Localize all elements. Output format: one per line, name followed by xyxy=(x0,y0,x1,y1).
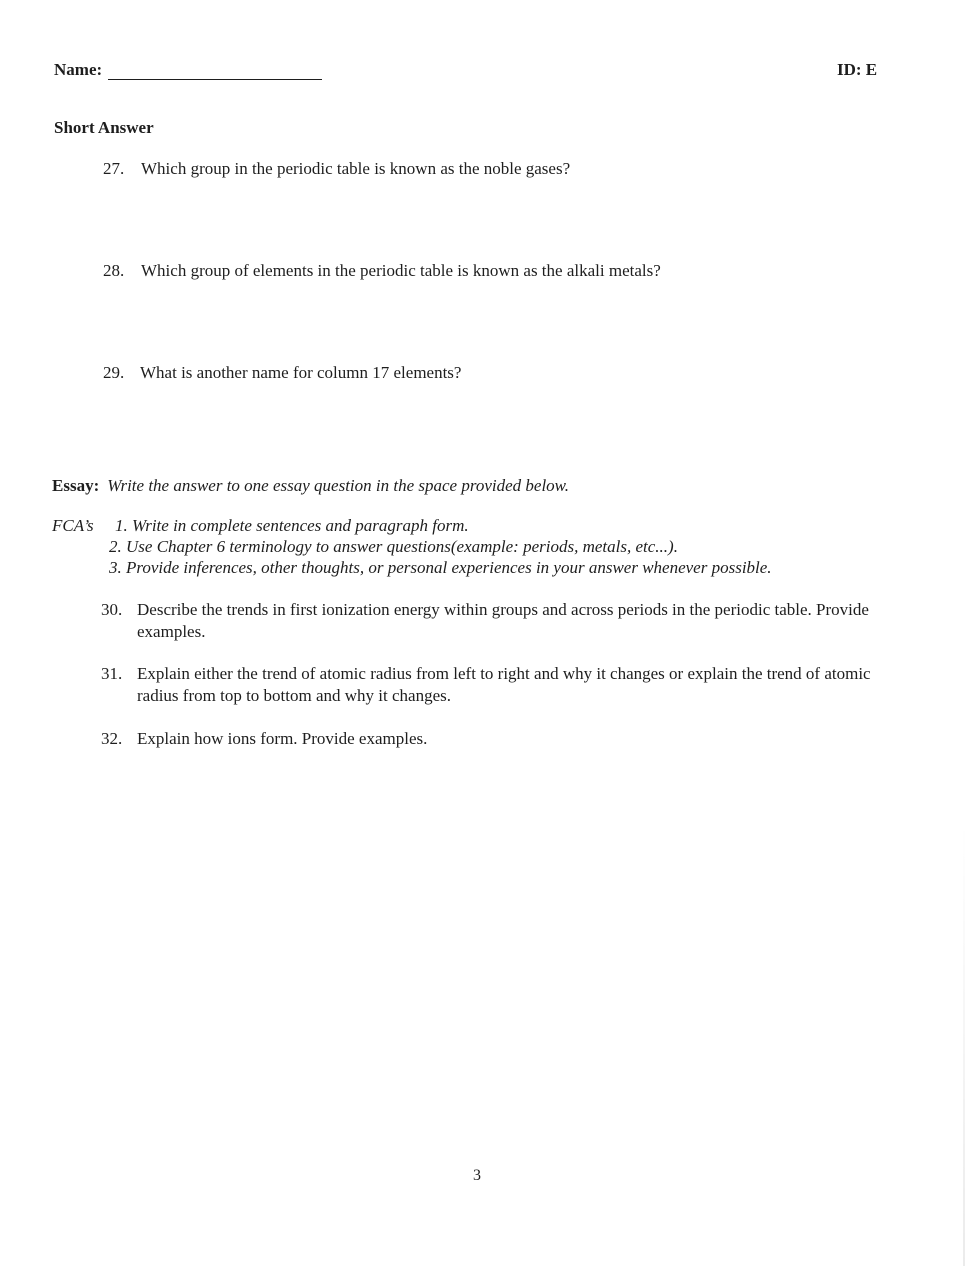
question-text-line-1: Describe the trends in first ionization energy within groups and across periods in the periodic table. Provide xyxy=(137,600,869,619)
fca-label: FCA’s xyxy=(52,516,94,535)
essay-label: Essay: xyxy=(52,476,100,495)
scan-edge-shadow xyxy=(963,820,965,1266)
question-text-line-1: Explain either the trend of atomic radius from left to right and why it changes or explain the trend of atomic xyxy=(137,664,871,683)
question-number: 27. xyxy=(103,159,125,178)
page-number: 3 xyxy=(473,1167,481,1184)
name-label: Name: xyxy=(54,60,103,79)
question-text-line-2: radius from top to bottom and why it changes. xyxy=(137,686,451,705)
essay-instruction: Write the answer to one essay question in the space provided below. xyxy=(107,476,569,495)
question-text: Which group of elements in the periodic table is known as the alkali metals? xyxy=(141,261,661,280)
question-text-line-1: Explain how ions form. Provide examples. xyxy=(137,729,428,748)
short-answer-title: Short Answer xyxy=(54,118,154,137)
question-text: What is another name for column 17 elements? xyxy=(140,363,462,382)
id-label: ID: E xyxy=(837,60,878,79)
question-number: 32. xyxy=(101,729,123,748)
essay-heading xyxy=(52,476,569,496)
question-text: Which group in the periodic table is known as the noble gases? xyxy=(141,159,571,178)
name-blank-line xyxy=(108,61,322,80)
fca-item-1: 1. Write in complete sentences and paragraph form. xyxy=(115,516,469,535)
question-number: 30. xyxy=(101,600,123,619)
question-number: 29. xyxy=(103,363,125,382)
question-number: 28. xyxy=(103,261,125,280)
question-number: 31. xyxy=(101,664,123,683)
fca-item-2: 2. Use Chapter 6 terminology to answer questions(example: periods, metals, etc...). xyxy=(109,537,678,556)
name-field xyxy=(54,60,322,80)
fca-item-3: 3. Provide inferences, other thoughts, or personal experiences in your answer whenever possible. xyxy=(109,558,772,577)
question-text-line-2: examples. xyxy=(137,622,206,641)
